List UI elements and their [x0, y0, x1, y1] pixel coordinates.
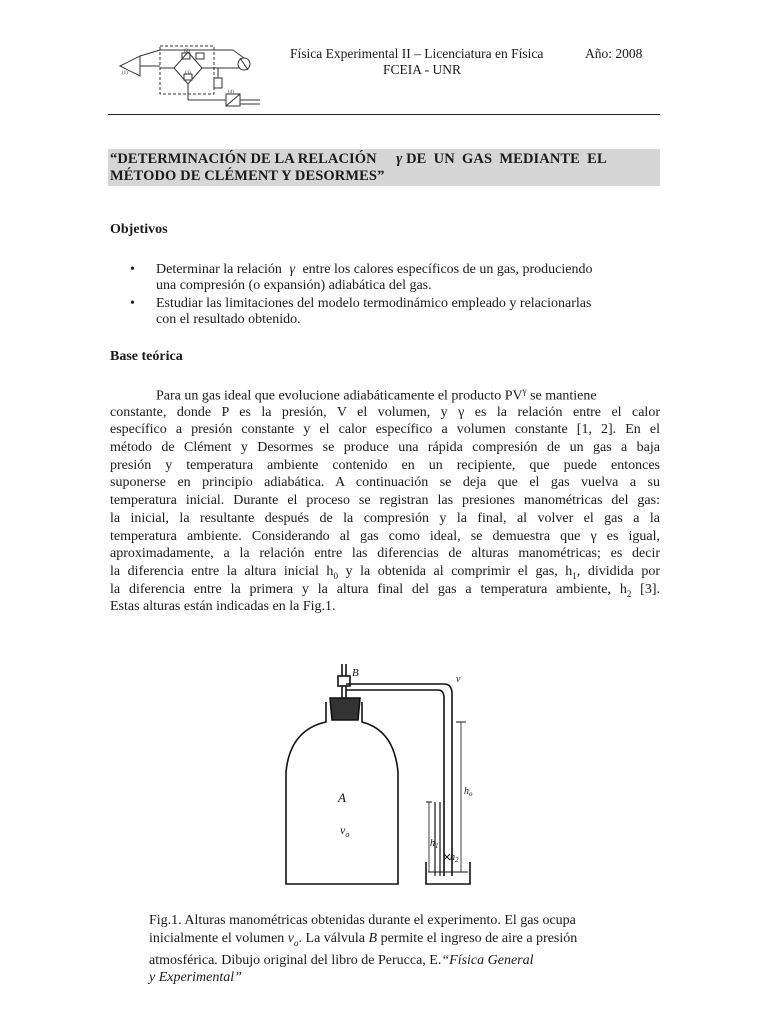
caption-text: atmosférica. Dibujo original del libro de Perucca, E. [149, 952, 442, 968]
theory-line: constante, donde P es la presión, V el volumen, y γ es la relación entre el calor [110, 404, 660, 420]
label-a: A [338, 790, 346, 805]
gamma-superscript: γ [522, 386, 527, 396]
label-v: v [456, 674, 461, 685]
caption-text: permite el ingreso de aire a presión [377, 930, 578, 946]
objective-1-line-2: una compresión (o expansión) adiabática del gas. [156, 278, 432, 293]
title-part-2: DE UN GAS MEDIANTE EL [406, 151, 607, 167]
label-ho-main: h [464, 786, 469, 797]
theory-line: aproximadamente, a la relación entre las diferencias de alturas manométricas; es decir [110, 546, 660, 562]
theory-text: [3]. [631, 581, 661, 597]
title-part-1: “DETERMINACIÓN DE LA RELACIÓN [110, 151, 377, 167]
theory-line: la inicial, la resultante después de la compresión y la final, al volver el gas a la [110, 510, 660, 526]
objective-1-text-a: Determinar la relación [156, 262, 282, 277]
objective-1-text-b: entre los calores específicos de un gas, produciendo [302, 262, 593, 277]
title-line-2: MÉTODO DE CLÉMENT Y DESORMES” [110, 168, 385, 184]
theory-text: Para un gas ideal que evolucione adiabáticamente el producto PV [156, 388, 523, 404]
circuit-logo-icon [118, 44, 264, 110]
caption-line: Fig.1. Alturas manométricas obtenidas durante el experimento. El gas ocupa [149, 913, 576, 928]
theory-text: se mantiene [526, 388, 597, 404]
theory-line: temperatura ambiente. Considerando al gas como ideal, se demuestra que γ es igual, [110, 528, 660, 544]
caption-line: y Experimental” [149, 970, 242, 986]
bullet-icon: • [130, 262, 135, 277]
theory-line: Estas alturas están indicadas en la Fig.1. [110, 599, 336, 615]
caption-text: . La válvula [298, 930, 369, 946]
svg-text:(3): (3) [185, 71, 191, 76]
course-name: Física Experimental II – Licenciatura en Física [290, 46, 544, 61]
theory-line [110, 383, 660, 404]
theory-paragraph [110, 383, 660, 616]
subscript: 2 [626, 588, 632, 599]
label-ho-sub: o [469, 790, 473, 798]
caption-italic: B [368, 930, 378, 946]
caption-italic: v [287, 930, 295, 946]
label-h1-sub: 1 [435, 842, 439, 850]
label-h2 [450, 852, 459, 864]
theory-heading: Base teórica [110, 349, 183, 364]
label-valve-b: B [352, 667, 359, 679]
theory-line: temperatura inicial. Durante el proceso se registran las presiones manométricas del gas: [110, 493, 660, 509]
bullet-icon: • [130, 296, 135, 311]
caption-line [149, 930, 619, 952]
svg-text:(2): (2) [184, 49, 190, 54]
theory-line: suponerse en principio adiabática. A continuación se deja que el gas vuelva a su [110, 475, 660, 491]
caption-text: inicialmente el volumen [149, 930, 288, 946]
label-vo-main: v [340, 823, 346, 837]
theory-line: presión y temperatura ambiente contenido en un recipiente, que puede entonces [110, 457, 660, 473]
label-ho [464, 786, 473, 798]
subscript: 0 [333, 570, 338, 581]
objectives-heading: Objetivos [110, 222, 168, 237]
gamma-symbol: γ [289, 262, 295, 277]
caption-sub: o [294, 937, 299, 948]
subscript: 1 [572, 570, 577, 581]
label-h1 [430, 838, 439, 850]
label-vo-sub: o [345, 830, 350, 839]
theory-text: y la obtenida al comprimir el gas, h [337, 563, 573, 579]
theory-line [110, 581, 660, 599]
year: Año: 2008 [585, 46, 643, 61]
theory-text: , dividida por [576, 563, 660, 579]
theory-text: la diferencia entre la altura inicial h [110, 563, 334, 579]
title-line-1 [110, 151, 607, 168]
gamma-symbol: γ [396, 151, 403, 167]
figure-caption [149, 912, 619, 987]
faculty: FCEIA - UNR [383, 62, 462, 77]
label-h2-sub: 2 [455, 856, 459, 864]
objective-2-line-2: con el resultado obtenido. [156, 312, 301, 327]
svg-text:(4): (4) [228, 90, 234, 95]
theory-text: la diferencia entre la primera y la altura final del gas a temperatura ambiente, h [110, 581, 627, 597]
label-h2-main: h [450, 852, 455, 863]
theory-line [110, 563, 660, 581]
objective-2-line-1: Estudiar las limitaciones del modelo termodinámico empleado y relacionarlas [156, 296, 592, 311]
header-rule [108, 114, 660, 115]
theory-line: específico a presión constante y el calor específico a volumen constante [1, 2]. En el [110, 422, 660, 438]
caption-italic: “Física General [441, 952, 534, 968]
objective-1-line-1 [156, 262, 592, 278]
theory-line: método de Clément y Desormes se produce una rápida compresión de un gas a baja [110, 440, 660, 456]
apparatus-figure [280, 662, 490, 894]
label-h1-main: h [430, 838, 435, 849]
label-vo [340, 823, 349, 839]
svg-text:(1): (1) [122, 71, 128, 76]
caption-line [149, 952, 619, 970]
